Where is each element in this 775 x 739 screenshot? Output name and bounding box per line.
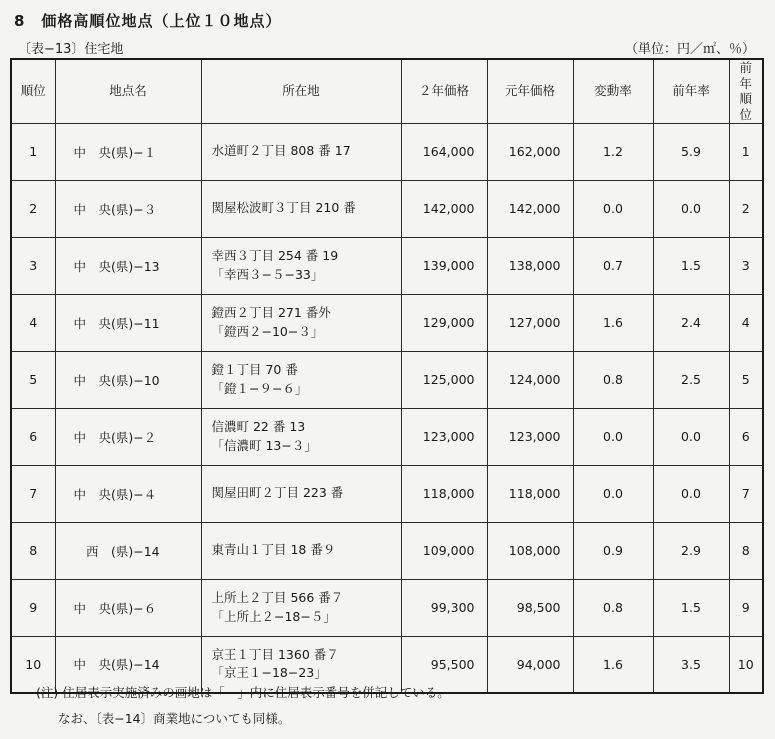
- cell-price-2: 109,000: [401, 522, 487, 579]
- cell-price-2: 129,000: [401, 294, 487, 351]
- cell-rank: 4: [11, 294, 55, 351]
- table-row: [11, 123, 763, 180]
- header-col-price-2: [401, 59, 487, 123]
- page-heading: 8 価格高順位地点（上位１０地点）: [14, 12, 282, 30]
- header-label: 元年価格: [504, 83, 555, 99]
- table-header-row: [11, 59, 763, 123]
- price-ranking-table: [10, 58, 764, 694]
- cell-prev-rate: 0.0: [653, 180, 729, 237]
- location-residence-number: 「幸西３−５−33」: [211, 266, 324, 282]
- cell-prev-rate: 2.5: [653, 351, 729, 408]
- table-row: [11, 522, 763, 579]
- cell-location: [201, 294, 401, 351]
- header-label: ２年価格: [418, 83, 469, 99]
- cell-location: [201, 351, 401, 408]
- table-row: [11, 237, 763, 294]
- cell-change-rate: 0.0: [573, 180, 653, 237]
- cell-point-name: 中 央(県)−２: [55, 408, 201, 465]
- location-address: 上所上２丁目 566 番７: [211, 590, 344, 606]
- header-col-prev-rate: [653, 59, 729, 123]
- cell-change-rate: 0.8: [573, 579, 653, 636]
- cell-point-name: 中 央(県)−13: [55, 237, 201, 294]
- cell-prev-rate: 1.5: [653, 237, 729, 294]
- header-label: 地点名: [109, 83, 147, 99]
- cell-change-rate: 0.9: [573, 522, 653, 579]
- cell-prev-rank: 4: [729, 294, 763, 351]
- cell-prev-rank: 2: [729, 180, 763, 237]
- location-residence-number: 「京王１−18−23」: [211, 665, 327, 681]
- cell-price-2: 164,000: [401, 123, 487, 180]
- location-address: 関屋松波町３丁目 210 番: [211, 200, 356, 216]
- cell-rank: 7: [11, 465, 55, 522]
- cell-rank: 5: [11, 351, 55, 408]
- header-label: 順位: [20, 83, 46, 99]
- cell-rank: 3: [11, 237, 55, 294]
- location-address: 関屋田町２丁目 223 番: [211, 485, 344, 501]
- cell-point-name: 中 央(県)−11: [55, 294, 201, 351]
- location-address: 鐙１丁目 70 番: [211, 362, 298, 378]
- footnote-1: (注) 住居表示実施済みの画地は「 」内に住居表示番号を併記している。: [36, 685, 450, 700]
- cell-location: [201, 465, 401, 522]
- location-address: 信濃町 22 番 13: [211, 419, 306, 435]
- cell-change-rate: 1.6: [573, 294, 653, 351]
- cell-price-1: 118,000: [487, 465, 573, 522]
- location-address: 東青山１丁目 18 番９: [211, 542, 336, 558]
- header-col-prev-rank: [729, 59, 763, 123]
- location-address: 幸西３丁目 254 番 19: [211, 248, 339, 264]
- cell-prev-rate: 2.4: [653, 294, 729, 351]
- cell-location: [201, 408, 401, 465]
- cell-prev-rate: 3.5: [653, 636, 729, 693]
- cell-rank: 1: [11, 123, 55, 180]
- cell-price-1: 123,000: [487, 408, 573, 465]
- location-address: 京王１丁目 1360 番７: [211, 647, 339, 663]
- header-col-price-1: [487, 59, 573, 123]
- table-row: [11, 180, 763, 237]
- table-caption: 〔表−13〕住宅地: [18, 42, 124, 57]
- cell-change-rate: 1.2: [573, 123, 653, 180]
- cell-prev-rank: 5: [729, 351, 763, 408]
- cell-change-rate: 0.0: [573, 465, 653, 522]
- location-residence-number: 「鐙１−９−６」: [211, 380, 308, 396]
- cell-prev-rank: 3: [729, 237, 763, 294]
- cell-change-rate: 1.6: [573, 636, 653, 693]
- cell-price-1: 124,000: [487, 351, 573, 408]
- header-label: 順位: [739, 91, 752, 122]
- cell-price-2: 95,500: [401, 636, 487, 693]
- cell-point-name: 中 央(県)−10: [55, 351, 201, 408]
- table-row: [11, 579, 763, 636]
- cell-location: [201, 123, 401, 180]
- cell-rank: 9: [11, 579, 55, 636]
- cell-prev-rank: 7: [729, 465, 763, 522]
- location-residence-number: 「鐙西２−10−３」: [211, 323, 324, 339]
- cell-prev-rate: 1.5: [653, 579, 729, 636]
- cell-change-rate: 0.0: [573, 408, 653, 465]
- header-col-rank: [11, 59, 55, 123]
- unit-label: （単位：円／㎡、％）: [624, 42, 755, 57]
- cell-point-name: 中 央(県)−１: [55, 123, 201, 180]
- header-col-name: [55, 59, 201, 123]
- footnote-2: なお、〔表−14〕商業地についても同様。: [58, 711, 291, 726]
- table-row: [11, 351, 763, 408]
- cell-rank: 8: [11, 522, 55, 579]
- header-col-change: [573, 59, 653, 123]
- cell-prev-rank: 1: [729, 123, 763, 180]
- header-col-location: [201, 59, 401, 123]
- cell-price-2: 142,000: [401, 180, 487, 237]
- table-row: [11, 294, 763, 351]
- header-label: 所在地: [282, 83, 320, 99]
- table-body: [11, 123, 763, 693]
- cell-price-1: 162,000: [487, 123, 573, 180]
- cell-price-1: 127,000: [487, 294, 573, 351]
- cell-location: [201, 237, 401, 294]
- cell-price-1: 94,000: [487, 636, 573, 693]
- location-residence-number: 「上所上２−18−５」: [211, 608, 336, 624]
- header-label: 変動率: [594, 83, 632, 99]
- cell-prev-rate: 2.9: [653, 522, 729, 579]
- cell-change-rate: 0.7: [573, 237, 653, 294]
- cell-point-name: 西 (県)−14: [55, 522, 201, 579]
- cell-price-2: 118,000: [401, 465, 487, 522]
- header-label: 前年: [739, 60, 752, 91]
- cell-point-name: 中 央(県)−３: [55, 180, 201, 237]
- cell-change-rate: 0.8: [573, 351, 653, 408]
- cell-price-1: 108,000: [487, 522, 573, 579]
- cell-location: [201, 579, 401, 636]
- cell-point-name: 中 央(県)−４: [55, 465, 201, 522]
- cell-price-2: 139,000: [401, 237, 487, 294]
- location-address: 水道町２丁目 808 番 17: [211, 143, 351, 159]
- cell-rank: 2: [11, 180, 55, 237]
- cell-point-name: 中 央(県)−14: [55, 636, 201, 693]
- cell-price-1: 142,000: [487, 180, 573, 237]
- cell-price-1: 138,000: [487, 237, 573, 294]
- location-address: 鐙西２丁目 271 番外: [211, 305, 331, 321]
- cell-prev-rank: 6: [729, 408, 763, 465]
- location-residence-number: 「信濃町 13−３」: [211, 437, 317, 453]
- cell-location: [201, 522, 401, 579]
- cell-price-2: 99,300: [401, 579, 487, 636]
- cell-prev-rank: 8: [729, 522, 763, 579]
- cell-prev-rank: 10: [729, 636, 763, 693]
- cell-rank: 6: [11, 408, 55, 465]
- table-row: [11, 465, 763, 522]
- cell-prev-rate: 0.0: [653, 408, 729, 465]
- header-label: 前年率: [672, 83, 710, 99]
- cell-prev-rate: 0.0: [653, 465, 729, 522]
- cell-location: [201, 180, 401, 237]
- cell-price-1: 98,500: [487, 579, 573, 636]
- cell-rank: 10: [11, 636, 55, 693]
- cell-price-2: 125,000: [401, 351, 487, 408]
- cell-price-2: 123,000: [401, 408, 487, 465]
- cell-prev-rank: 9: [729, 579, 763, 636]
- cell-prev-rate: 5.9: [653, 123, 729, 180]
- cell-point-name: 中 央(県)−６: [55, 579, 201, 636]
- table-row: [11, 408, 763, 465]
